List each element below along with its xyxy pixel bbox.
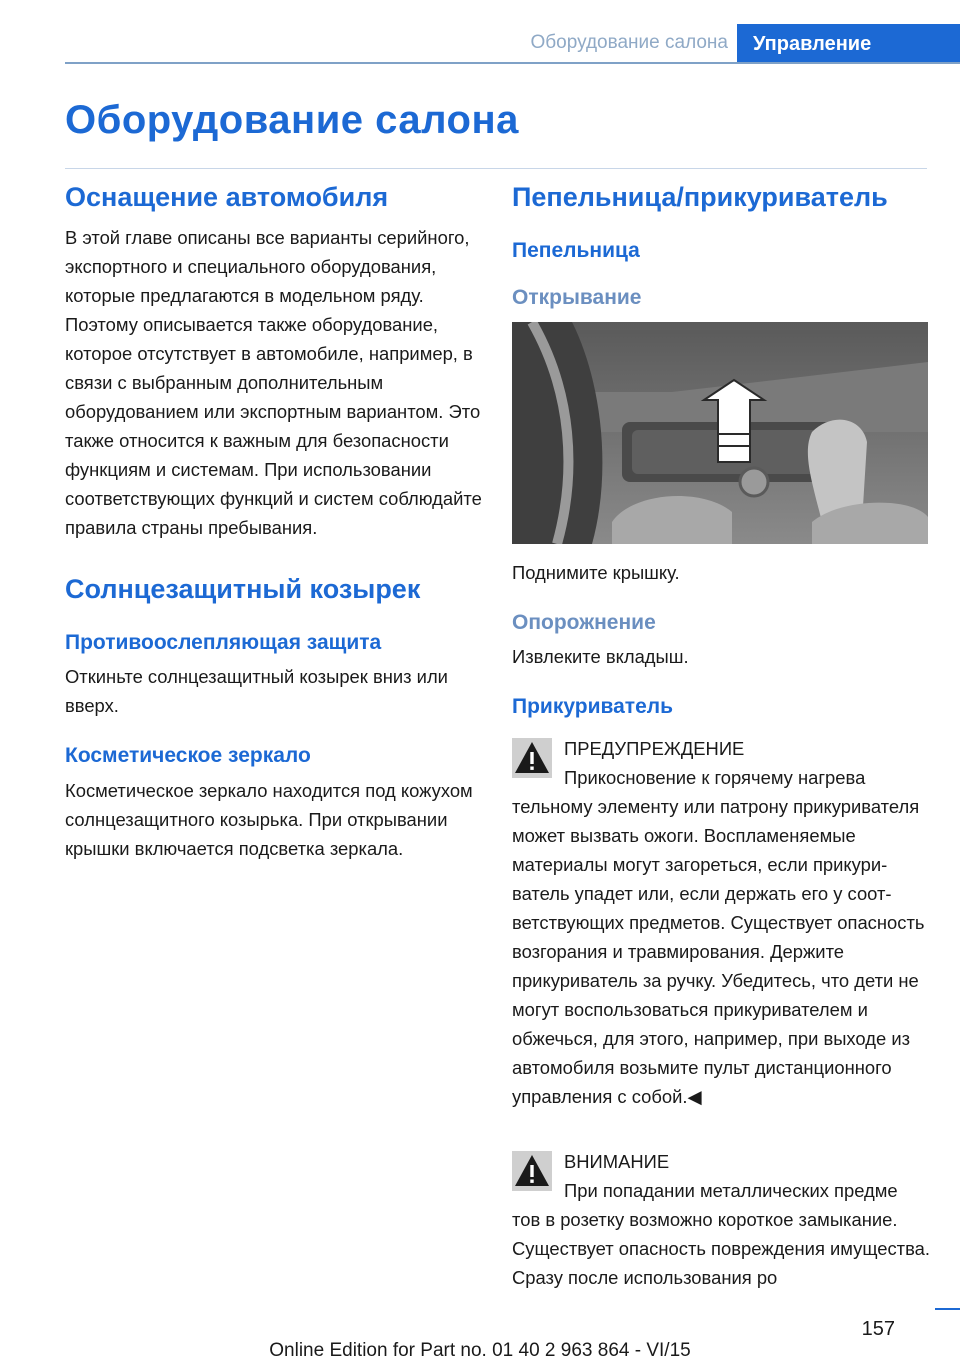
caution-title: ВНИМАНИЕ: [564, 1151, 670, 1173]
emptying-text: Извлеките вкладыш.: [512, 645, 689, 667]
ashtray-photo: [512, 322, 928, 544]
vanity-mirror-title: Косметическое зеркало: [65, 744, 311, 768]
vanity-mirror-text: Косметическое зеркало находится под кожухом солнцезащитного козырька. При открывании крышки включается подсветка зеркала.: [65, 779, 473, 859]
page-number: 157: [861, 1318, 895, 1340]
header-rule: [65, 62, 960, 64]
warning-text: тельному элементу или патрону прикуривателя может вызвать ожоги. Воспламеняемые материалы могут загореться, если прикуриватель упадет или, если держать его у соответствующих предметов. Существует опасность возгорания и травмирования. Держите прикуриватель за ручку. Убедитесь, что дети не могут воспользоваться прикуривателем и обжечься, для этого, например, при выходе из автомобиля возьмите пульт дистанционного управления с собой.◀: [512, 796, 925, 1108]
warning-text-first-line: Прикосновение к горячему нагрева: [564, 767, 866, 789]
edition-footer: Online Edition for Part no. 01 40 2 963 864 - VI/15: [269, 1340, 691, 1361]
ashtray-illustration: [512, 322, 928, 544]
caution-block: [512, 1147, 932, 1292]
glare-protection-title: Противоослепляющая защита: [65, 631, 382, 655]
caution-text: тов в розетку возможно короткое замыкание. Существует опасность повреждения имущества. Сразу после использования ро: [512, 1209, 931, 1289]
left-column: [65, 180, 485, 863]
section-sun-visor-title: Солнцезащитный козырек: [65, 574, 421, 605]
caution-text-first-line: При попадании металлических предме: [564, 1180, 898, 1202]
glare-protection-text: Откиньте солнцезащитный козырек вниз или вверх.: [65, 666, 448, 717]
header-chapter-tab[interactable]: Управление: [737, 24, 960, 64]
caution-triangle-icon: [512, 1151, 552, 1191]
warning-triangle-icon: [512, 738, 552, 778]
right-column: [512, 180, 932, 1292]
opening-title: Открывание: [512, 286, 642, 310]
title-rule: [65, 168, 927, 169]
page-title: Оборудование салона: [65, 98, 519, 142]
warning-title: ПРЕДУПРЕЖДЕНИЕ: [564, 738, 745, 760]
footer-rule: [935, 1308, 960, 1310]
opening-caption: Поднимите крышку.: [512, 561, 680, 583]
section-ashtray-lighter-title: Пепельница/прикуриватель: [512, 182, 888, 212]
warning-block: [512, 734, 932, 1111]
ashtray-title: Пепельница: [512, 239, 640, 263]
emptying-title: Опорожнение: [512, 610, 656, 634]
lighter-title: Прикуриватель: [512, 694, 674, 718]
header-section-label: Оборудование салона: [530, 32, 728, 53]
section-equipment-title: Оснащение автомобиля: [65, 182, 389, 212]
section-equipment-text: В этой главе описаны все варианты серийного, экспортного и специального оборудования, которые предлагаются в модельном ряду. Поэтому описывается также оборудование, которое отсутствует в автомобиле, например, в связи с выбранным дополнительным оборудованием или экспортным вариантом. Это также относится к важным для безопасности функциям и системам. При использовании соответствующих функций и систем соблюдайте правила страны пребывания.: [65, 227, 482, 539]
